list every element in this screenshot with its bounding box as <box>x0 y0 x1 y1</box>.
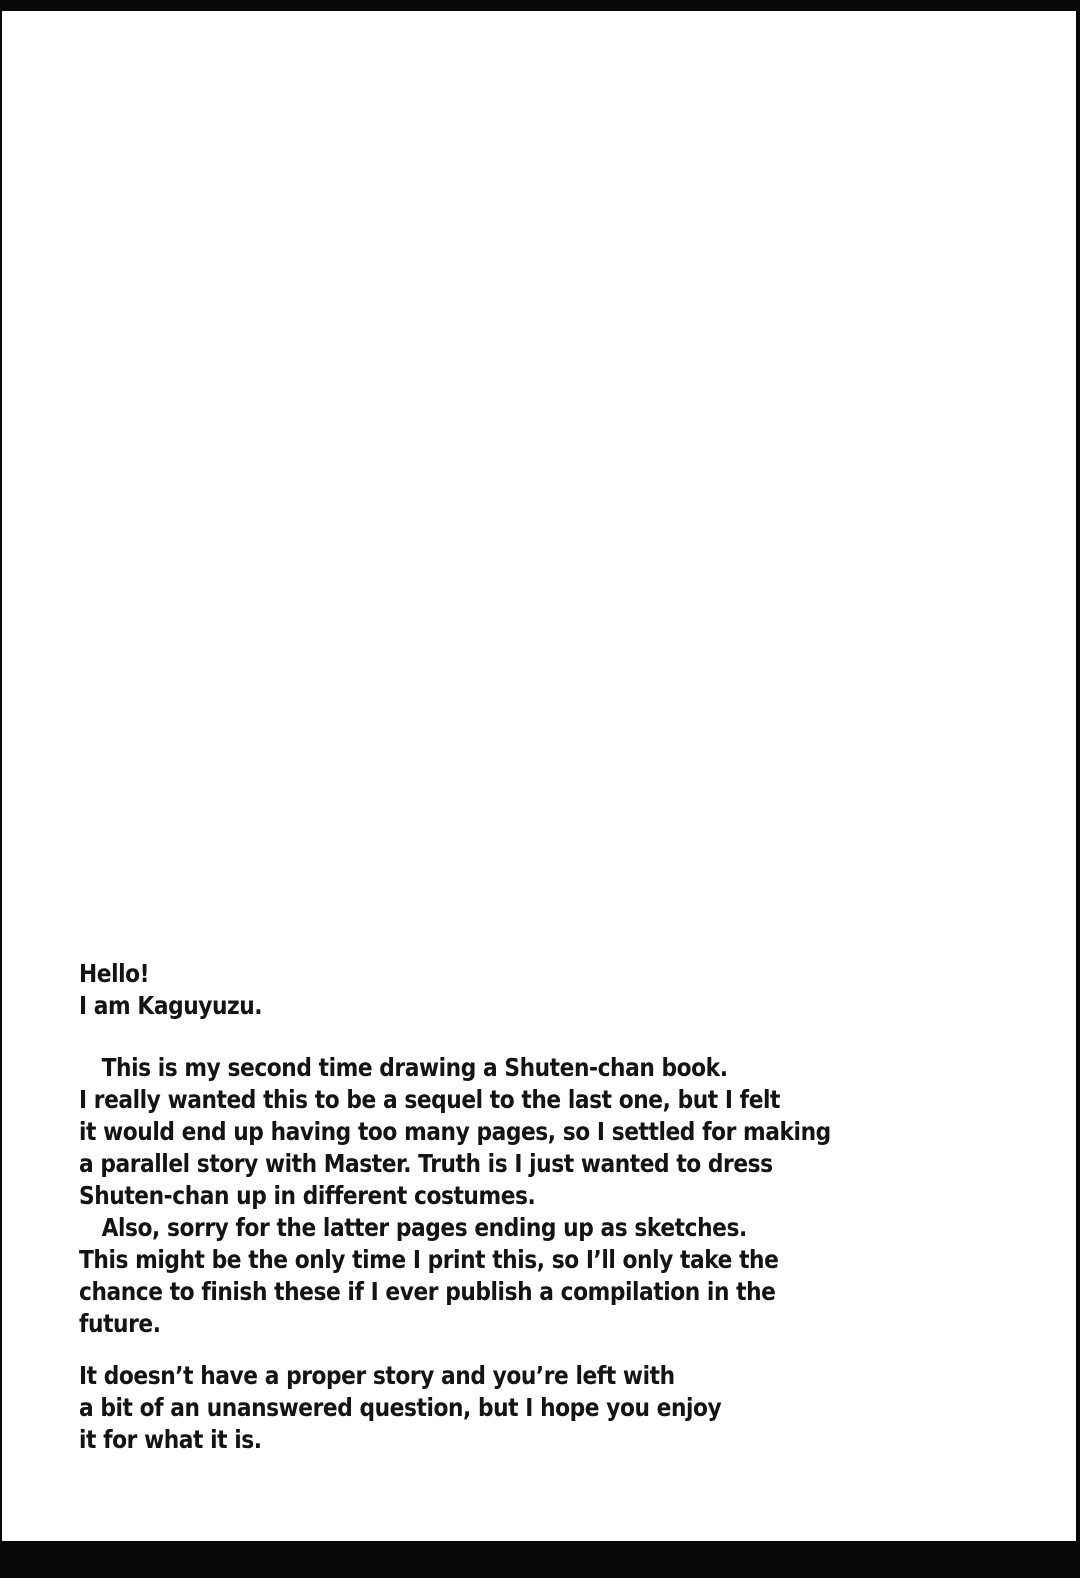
text-line: it for what it is. <box>79 1425 262 1454</box>
text-line: it would end up having too many pages, so I settled for making <box>79 1117 831 1146</box>
afterword-text-block <box>79 958 831 1456</box>
scan-border-right <box>1076 0 1080 1578</box>
greeting-paragraph <box>79 958 831 1022</box>
scan-border-bottom <box>0 1541 1080 1578</box>
text-line: It doesn’t have a proper story and you’re left with <box>79 1361 675 1390</box>
text-line: a bit of an unanswered question, but I hope you enjoy <box>79 1393 722 1422</box>
text-line: This might be the only time I print this, so I’ll only take the <box>79 1245 779 1274</box>
scan-border-top <box>0 0 1080 11</box>
text-line: chance to finish these if I ever publish a compilation in the <box>79 1277 776 1306</box>
scan-border-left <box>0 0 2 1578</box>
text-line: a parallel story with Master. Truth is I just wanted to dress <box>79 1149 773 1178</box>
text-line: future. <box>79 1309 161 1338</box>
closing-paragraph <box>79 1360 831 1456</box>
text-line: I really wanted this to be a sequel to the last one, but I felt <box>79 1085 780 1114</box>
text-line: Also, sorry for the latter pages ending up as sketches. <box>101 1213 747 1242</box>
text-line: This is my second time drawing a Shuten-chan book. <box>101 1053 728 1082</box>
main-paragraph <box>79 1052 831 1340</box>
text-line: I am Kaguyuzu. <box>79 991 263 1020</box>
text-line: Shuten-chan up in different costumes. <box>79 1181 536 1210</box>
text-line: Hello! <box>79 959 150 988</box>
